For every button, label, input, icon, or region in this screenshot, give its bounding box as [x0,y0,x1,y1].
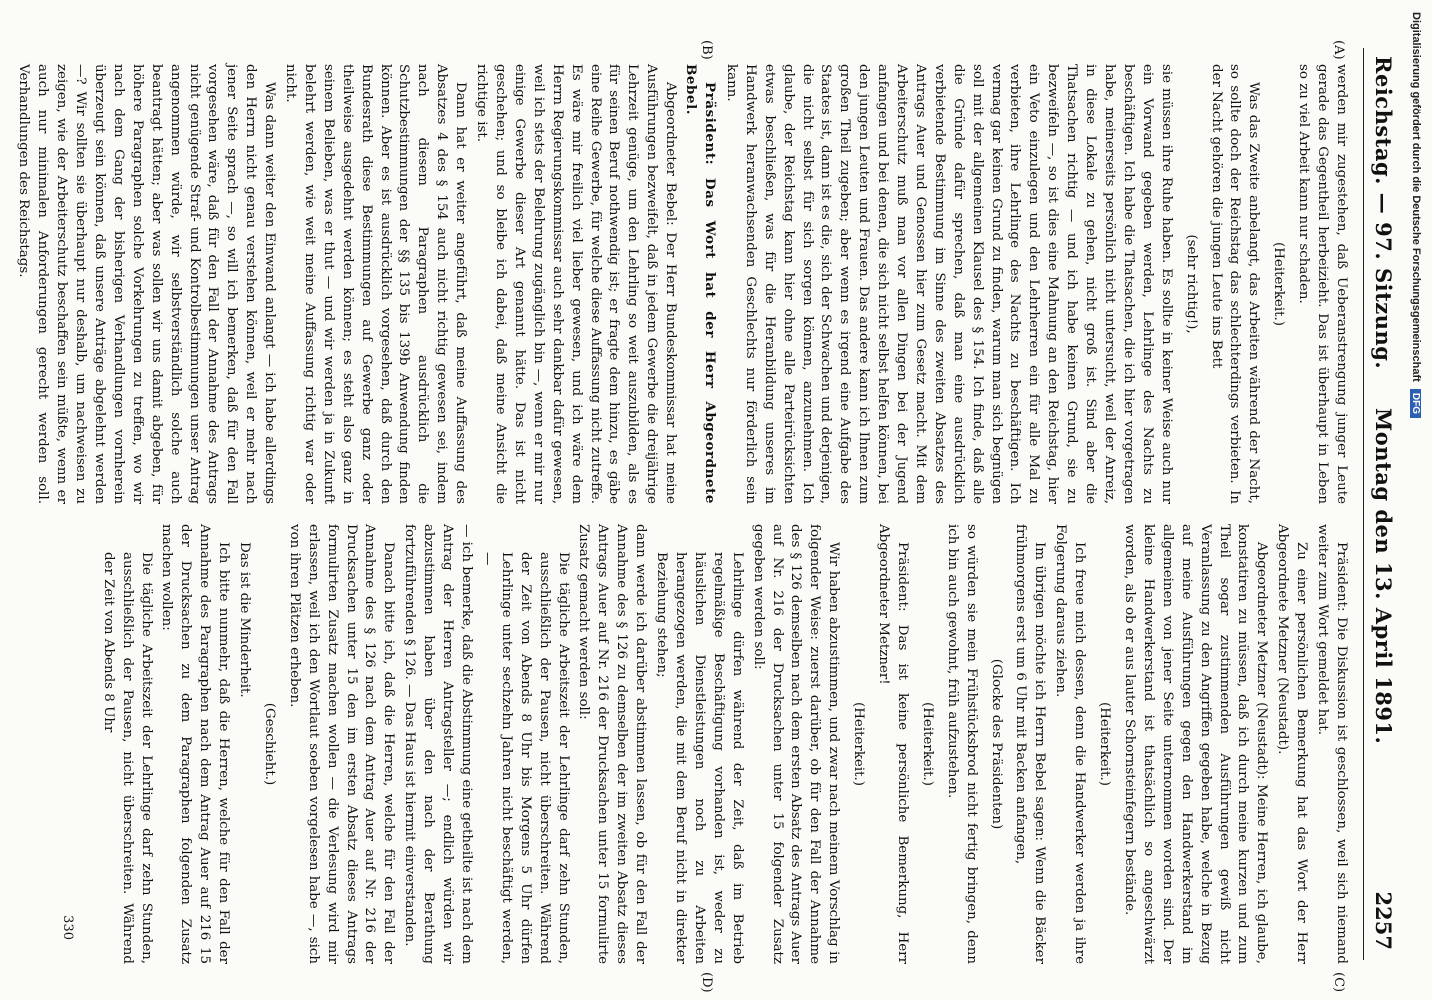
header-date: Montag den 13. April 1891. [1371,408,1396,745]
margin-marker-d: (D) [699,972,714,993]
text-column-right [96,524,1350,964]
interjection: (Geschieht.) [261,702,277,786]
paragraph: Ich freue mich dessen, denn die Handwerker werden ja ihre Folgerung daraus ziehen. [1053,524,1088,964]
interjection: (Glocke des Präsidenten) [988,658,1004,830]
paragraph: werden mir zugestehen, daß Ueberanstrengung junger Leute gerade das Gegentheil herbeizieht. Das ist überhaupt in Leben so zu viel Arbeit kann nur schaden. [1296,64,1349,504]
paragraph: Was das Zweite anbelangt, das Arbeiten während der Nacht, so sollte doch der Reichstag das schlechterdings verbieten. In der Nacht gehören die jungen Leute ins Bett [1208,64,1262,504]
interjection: (Heiterkeit.) [1097,702,1113,786]
interjection: (sehr richtig!), [1183,234,1199,334]
speaker-line: Präsident: Das Wort hat der Herr Abgeordnete Bebel. [683,64,718,504]
quoted-motion: Die tägliche Arbeitszeit der Lehrlinge darf zehn Stunden, ausschließlich der Pausen, nicht überschreiten. Während der Zeit von Abends 8 Uhr bis Morgens 5 Uhr dürfen Lehrlinge unter sechzehn Jahren nicht beschäftigt werden, — [479,552,571,964]
paragraph: Abgeordneter Bebel: Der Herr Bundeskommissar hat meine Ausführungen bezweifelt, daß in jedem Gewerbe die dreijährige Lehrzeit genüge, um den Lehrling so weit auszubilden, als es für seinen Beruf nothwendig ist; er fragte dem hinzu, es gäbe eine Reihe Gewerbe, für welche diese Auffassung nicht zutreffe. Es wäre mir freilich viel lieber gewesen, und ich wäre dem Herrn Regierungskommissar auch sehr dankbar dafür gewesen, weil ich stets der Belehrung zugänglich bin —, wenn er mir nur einige Gewerbe dieser Art genannt hätte. Das ist nicht geschehen; und so bleibe ich dabei, daß meine Ansicht die richtige ist. [474,64,679,504]
page-number: 2257 [1371,891,1396,950]
text-column-left [11,64,1350,504]
paragraph: Im übrigen möchte ich Herrn Bebel sagen: Wenn die Bäcker frühmorgens erst um 6 Uhr mit Backen anfangen, [1013,524,1048,964]
paragraph: so würden sie mein Frühstücksbrod nicht fertig bringen, denn ich bin auch gewohnt, früh aufzustehen. [944,524,979,964]
paragraph: Ich bitte nunmehr, daß die Herren, welche für den Fall der Annahme des Paragraphen nach dem Antrag Auer auf 216 15 der Drucksachen zu dem Paragraphen folgenden Zusatz machen wollen: [159,524,232,964]
header-left: Reichstag. — 97. Sitzung. [1371,56,1396,370]
paragraph: dann werde ich darüber abstimmen lassen, ob für den Fall der Annahme des § 126 zu demselben der im zweiten Absatz dieses Antrags Auer auf Nr. 216 der Drucksachen unter 15 formulirte Zusatz gemacht werden soll: [576,524,649,964]
running-header [1363,48,1404,960]
dfg-logo: DFG [1410,389,1421,418]
interjection: (Heiterkeit.) [851,702,867,786]
quoted-motion: Die tägliche Arbeitszeit der Lehrlinge darf zehn Stunden, ausschließlich der Pausen, nicht überschreiten. Während der Zeit von Abends 8 Uhr [100,552,154,964]
margin-marker-b: (B) [699,40,714,60]
sheet-number: 330 [60,915,75,940]
paragraph: Danach bitte ich, daß die Herren, welche für den Fall der Annahme des § 126 nach dem Antrag Auer auf Nr. 216 der Drucksachen unter 15 den im ersten Absatz dieses Antrags formulirten Zusatz machen wollen — die Verlesung wird mir erlassen, weil ich den Wortlaut soeben vorgelesen habe —, sich von ihren Plätzen erheben. [286,524,397,964]
paragraph: Das ist die Minderheit. [237,542,253,698]
paragraph: sie müssen ihre Ruhe haben. Es sollte in keiner Weise auch nur ein Vorwand gegeben werden, Lehrlinge des Nachts zu beschäftigen. Ich habe die Thatsachen, die ich hier vorgetragen habe, meinerseits persönlich nicht untersucht, weil der Anreiz, in diese Lokale zu gehen, nicht groß ist. Sind aber die Thatsachen richtig — und ich habe keinen Grund, sie zu bezweifeln —, so ist dies eine Mahnung an den Reichstag, hier ein Veto einzulegen und den Lehrherren ein für alle Mal zu verbieten, ihre Lehrlinge des Nachts zu beschäftigen. Ich vermag gar keinen Grund zu finden, warum man sich begnügen soll mit der allgemeinen Klausel des § 154. Ich finde, daß alle die Gründe dafür sprechen, daß man eine ausdrücklich verbietende Bestimmung im Sinne des zweiten Absatzes des Antrags Auer und Genossen hier zum Gesetz macht. Mit dem Arbeiterschutz muß man vor allen Dingen bei der Jugend anfangen und bei denen, die sich nicht selbst helfen können, bei den jungen Leuten und Frauen. Das andere kann ich Ihnen zum großen Theil zugeben; aber wenn es irgend eine Aufgabe des Staates ist, dann ist es die, sich der Schwachen und derjenigen, die nicht selbst für sich sorgen können, anzunehmen. Ich glaube, der Reichstag kann hier ohne alle Parteirücksichten etwas beschließen, was für die Heranbildung unseres im Handwerk heranwachsenden Geschlechts nur förderlich sein kann. [723,64,1174,504]
paragraph: Was dann weiter den Einwand anlangt — ich habe allerdings den Herrn nicht genau verstehen können, weil er mehr nach jener Seite sprach —, so will ich bemerken, daß für den Fall vorgesehen wäre, daß für den Fall der Annahme des Antrags nicht genügende Straf- und Kontrolbestimmungen unser Antrag angenommen würde, wir selbstverständlich solche auch beantragt hätten; aber was sollen wir uns damit abgeben, für höhere Paragraphen solche Vorkehrungen zu treffen, wo wir nach dem Gang der bisherigen Verhandlungen vornherein überzeugt sein können, daß unsere Anträge abgelehnt werden —? Wir sollten sie überhaupt nur deshalb, um nachweisen zu zeigen, wie der Arbeiterschutz beschaffen sein müßte, wenn er auch nur minimalen Anforderungen gerecht werden soll. Verhandlungen des Reichstags. [16,64,278,504]
paragraph: Dann hat er weiter angeführt, daß meine Auffassung des Absatzes 4 des § 154 auch nicht richtig gewesen sei, indem nach diesem Paragraphen ausdrücklich die Schutzbestimmungen der §§ 135 bis 139b Anwendung finden können. Aber es ist ausdrücklich vorgesehen, daß durch den Bundesrath diese Bestimmungen auf Gewerbe ganz oder theilweise ausgedehnt werden können; es steht also ganz in seinem Belieben, was er thut — und wir werden ja in Zukunft belehrt werden, wie weit meine Auffassung richtig war oder nicht. [283,64,469,504]
margin-marker-a: (A) [1331,40,1346,60]
paragraph: — ich bemerke, daß die Abstimmung eine getheilte ist nach dem Antrag der Herren Antragsteller —; endlich würden wir abzustimmen haben über den nach der Berathung fortzuführenden § 126. — Das Haus ist hiermit einverstanden. [402,524,475,964]
watermark-text: Digitalisierung gefördert durch die Deutsche Forschungsgemeinschaft [1410,12,1422,382]
margin-marker-c: (C) [1331,972,1346,993]
interjection: (Heiterkeit.) [919,702,935,786]
paragraph: Präsident: Die Diskussion ist geschlossen, weil sich niemand weiter zum Wort gemeldet hat. [1315,524,1349,964]
paragraph: Präsident: Das ist keine persönliche Bemerkung, Herr Abgeordneter Metzner! [876,524,910,964]
paragraph: Abgeordneter Metzner (Neustadt): Meine Herren, ich glaube, konstatiren zu müssen, daß ich durch meine kurzen und zum Theil sogar zustimmenden Ausführungen gewiß nicht Veranlassung zu den Angriffen gegeben habe, welche in Bezug auf meine Ausführungen gegen den Handwerkerstand im allgemeinen von jener Seite unternommen worden sind. Der kleine Handwerkerstand ist thatsächlich so angeschwärzt worden, als ob er aus lauter Schornsteinfegern bestände. [1122,524,1270,964]
paragraph: Zu einer persönlichen Bemerkung hat das Wort der Herr Abgeordnete Metzner (Neustadt). [1275,524,1310,964]
paragraph: Wir haben abzustimmen, und zwar nach meinem Vorschlag in folgender Weise: zuerst darüber, ob für den Fall der Annahme des § 126 demselben nach dem ersten Absatz des Antrags Auer auf Nr. 216 der Drucksachen unter 15 folgender Zusatz gegeben werden soll: [750,524,842,964]
interjection: (Heiterkeit.) [1271,242,1287,326]
quoted-motion: Lehrlinge dürfen während der Zeit, daß im Betrieb regelmäßige Beschäftigung vorhanden ist, weder zu häuslichen Dienstleistungen noch zu Arbeiten herangezogen werden, die mit dem Beruf nicht in direkter Beziehung stehen; [654,552,745,964]
